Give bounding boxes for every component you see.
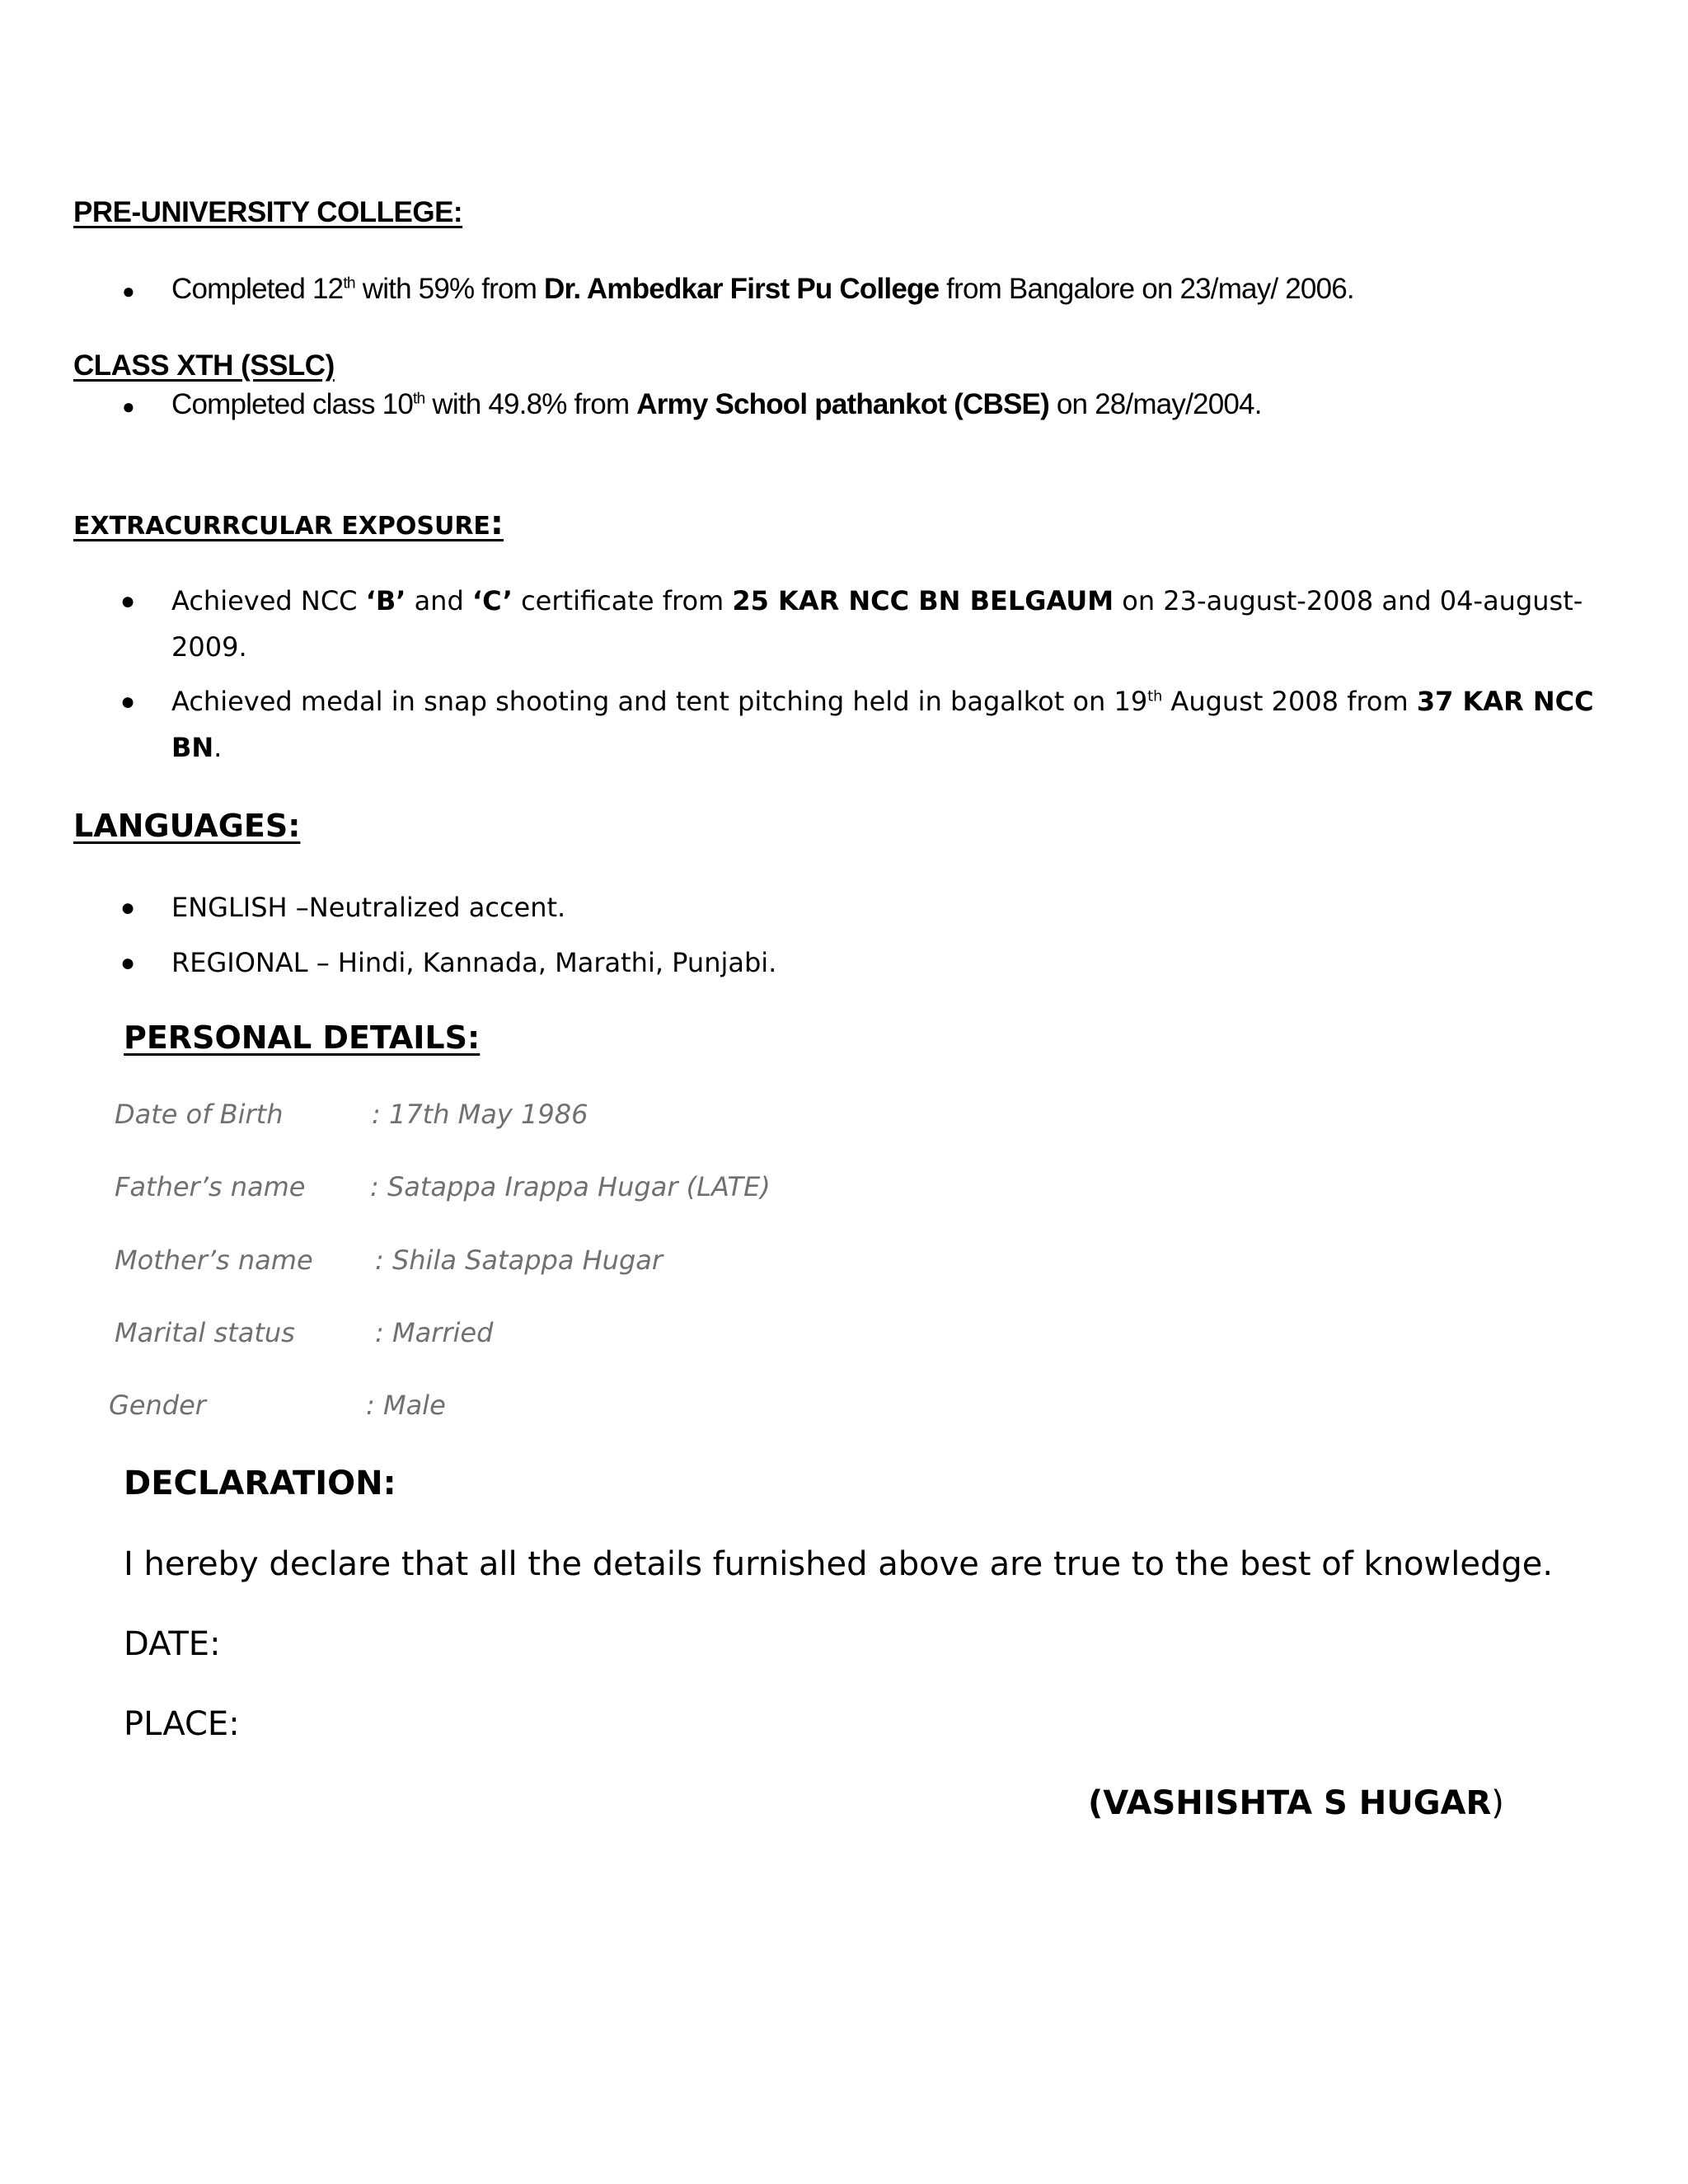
language-item: ENGLISH –Neutralized accent. (171, 892, 566, 923)
languages-heading: LANGUAGES: (73, 808, 301, 844)
bullet-icon: ● (120, 894, 136, 921)
extracurricular-heading: EXTRACURRCULAR EXPOSURE: (73, 504, 504, 542)
extracurricular-item-1: Achieved NCC ‘B’ and ‘C’ certificate from 25 KAR NCC BN BELGAUM on 23-august-2008 and 04-august- (171, 585, 1583, 616)
language-item: REGIONAL – Hindi, Kannada, Marathi, Punjabi. (171, 947, 777, 978)
father-name-label: Father’s name (115, 1171, 306, 1202)
personal-details-heading: PERSONAL DETAILS: (124, 1019, 481, 1056)
bullet-icon: ● (120, 949, 136, 977)
gender-label: Gender (109, 1390, 206, 1421)
mother-name-value: : Shila Satappa Hugar (375, 1244, 663, 1276)
extracurricular-item-1-line-2: 2009. (171, 631, 247, 663)
extracurricular-item-2-line-2: BN. (171, 732, 223, 763)
signature: (VASHISHTA S HUGAR) (1088, 1784, 1504, 1822)
bullet-icon: ● (120, 688, 136, 715)
marital-status-value: : Married (375, 1317, 494, 1348)
class-xth-item: Completed class 10th with 49.8% from Army School pathankot (CBSE) on 28/may/2004. (171, 388, 1262, 420)
place-label: PLACE: (124, 1705, 240, 1743)
pre-university-heading: PRE-UNIVERSITY COLLEGE: (73, 196, 463, 228)
father-name-value: : Satappa Irappa Hugar (LATE) (370, 1171, 771, 1202)
declaration-heading: DECLARATION: (124, 1465, 396, 1502)
dob-label: Date of Birth (115, 1099, 284, 1130)
bullet-icon: ● (122, 279, 135, 303)
declaration-text: I hereby declare that all the details furnished above are true to the best of knowledge. (124, 1545, 1554, 1583)
date-label: DATE: (124, 1625, 221, 1663)
extracurricular-item-2: Achieved medal in snap shooting and tent pitching held in bagalkot on 19th August 2008 from 37 KAR NCC (171, 686, 1594, 717)
bullet-icon: ● (122, 394, 135, 419)
gender-value: : Male (366, 1390, 446, 1421)
mother-name-label: Mother’s name (115, 1244, 313, 1276)
dob-value: : 17th May 1986 (372, 1099, 588, 1130)
bullet-icon: ● (120, 588, 136, 615)
class-xth-heading: CLASS XTH (SSLC) (73, 349, 335, 382)
pre-university-item: Completed 12th with 59% from Dr. Ambedkar First Pu College from Bangalore on 23/may/ 2006. (171, 273, 1354, 305)
marital-status-label: Marital status (115, 1317, 295, 1348)
